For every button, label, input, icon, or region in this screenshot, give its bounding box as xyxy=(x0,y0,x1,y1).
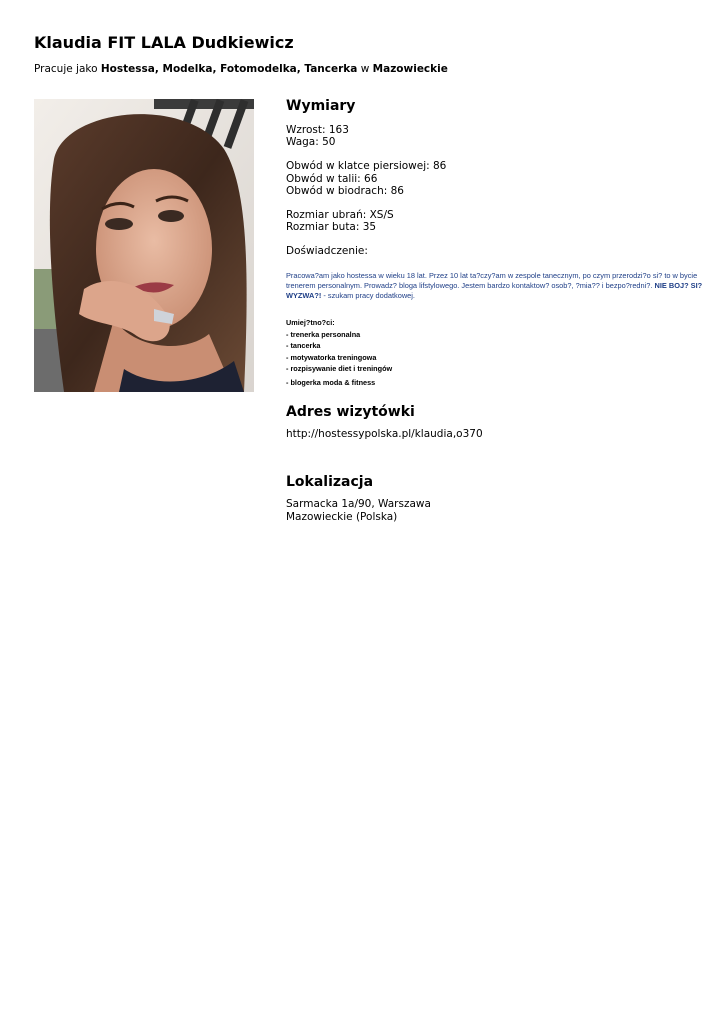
profile-name: Klaudia FIT LALA Dudkiewicz xyxy=(34,33,294,52)
skill-item: - motywatorka treningowa xyxy=(286,352,377,362)
hips-value: Obwód w biodrach: 86 xyxy=(286,184,404,197)
profile-photo-image xyxy=(34,99,254,392)
experience-text xyxy=(286,271,706,302)
works-as-prefix: Pracuje jako xyxy=(34,63,98,75)
experience-body: Pracowa?am jako hostessa w wieku 18 lat. Przez 10 lat ta?czy?am w zespole tanecznym, po czym przerodzi?o si? to w bycie trenerem personalnym. Prowadz? bloga lifstylowego. Jestem bardzo kontaktow? osob?, ?mia?? i bezpo?redni?. xyxy=(286,270,698,290)
skills-list xyxy=(286,317,706,388)
profile-photo xyxy=(34,99,254,392)
region: Mazowieckie xyxy=(372,63,448,75)
experience-tail: - szukam pracy dodatkowej. xyxy=(321,291,415,301)
card-url[interactable]: http://hostessypolska.pl/klaudia,o370 xyxy=(286,428,483,441)
skills-label: Umiej?tno?ci: xyxy=(286,318,335,328)
details-column xyxy=(286,96,706,523)
skill-item: - tancerka xyxy=(286,341,321,351)
profile-subtitle xyxy=(34,62,448,77)
weight-value: Waga: 50 xyxy=(286,136,336,149)
height-value: Wzrost: 163 xyxy=(286,124,349,136)
roles: Hostessa, Modelka, Fotomodelka, Tancerka xyxy=(100,63,358,75)
waist-value: Obwód w talii: 66 xyxy=(286,172,378,185)
skill-item: - blogerka moda & fitness xyxy=(286,377,376,387)
measurements-heading: Wymiary xyxy=(286,98,356,114)
location-address: Sarmacka 1a/90, Warszawa xyxy=(286,498,431,511)
clothes-size-value: Rozmiar ubrań: XS/S xyxy=(286,209,394,222)
chest-value: Obwód w klatce piersiowej: 86 xyxy=(286,160,447,173)
experience-label: Doświadczenie: xyxy=(286,245,368,258)
skill-item: - rozpisywanie diet i treningów xyxy=(286,364,393,374)
in-word: w xyxy=(360,63,370,75)
experience-emphasis: NIE BOJ? SI? WYZWA?! xyxy=(286,280,703,301)
card-heading: Adres wizytówki xyxy=(286,404,415,421)
location-region: Mazowieckie (Polska) xyxy=(286,510,398,523)
skill-item: - trenerka personalna xyxy=(286,329,361,339)
shoe-size-value: Rozmiar buta: 35 xyxy=(286,221,377,234)
location-heading: Lokalizacja xyxy=(286,474,374,491)
